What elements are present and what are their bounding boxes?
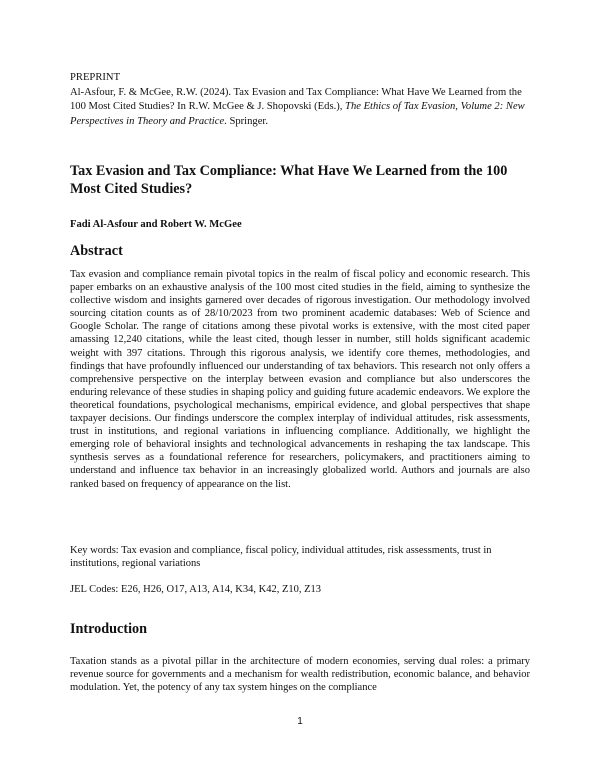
preprint-label: PREPRINT [70,72,121,83]
paper-title: Tax Evasion and Tax Compliance: What Have We Learned from the 100 Most Cited Studies? [70,163,508,197]
introduction-body: Taxation stands as a pivotal pillar in the architecture of modern economies, serving dual roles: a primary revenue source for governments and a mechanism for wealth redistribution, economic balance, and behavior modulation. Yet, the potency of any tax system hinges on the compliance [70,656,530,694]
paper-authors: Fadi Al-Asfour and Robert W. McGee [70,219,242,230]
abstract-heading: Abstract [70,243,123,259]
citation-text [70,86,530,130]
introduction-heading: Introduction [70,621,147,637]
abstract-body: Tax evasion and compliance remain pivotal topics in the realm of fiscal policy and economic research. This paper embarks on an exhaustive analysis of the 100 most cited studies in the field, aiming to synthesize the collective wisdom and insights garnered over decades of rigorous investigation. Our methodology involved sourcing citation counts as of 28/10/2023 from two prominent academic databases: Web of Science and Google Scholar. The range of citations among these pivotal works is extensive, with the most cited paper amassing 12,240 citations, while the least cited, though lesser in number, still holds significant academic weight with 397 citations. Through this rigorous analysis, we identify core themes, methodologies, and findings that have profoundly influenced our understanding of tax behaviors. This research not only offers a comprehensive perspective on the interplay between evasion and compliance but also underscores the enduring relevance of these studies in shaping policy and guiding future academic endeavors. We explore the theoretical foundations, psychological mechanisms, empirical evidence, and global perspectives that shape taxpayer decisions. Our findings underscore the complex interplay of individual attitudes, risk assessments, trust in institutions, and regional variations in influencing compliance. Additionally, we highlight the emerging role of behavioral insights and technological advancements in reshaping the tax landscape. This synthesis serves as a foundational reference for researchers, policymakers, and practitioners aiming to understand and influence tax behavior in an increasingly globalized world. Authors and journals are also ranked based on frequency of appearance on the list. [70,269,530,490]
citation-book-title: The Ethics of Tax Evasion, Volume 2: New Perspectives in Theory and Practice [70,101,525,127]
jel-codes: JEL Codes: E26, H26, O17, A13, A14, K34, K42, Z10, Z13 [70,584,322,595]
preprint-citation [70,71,530,129]
citation-end: . Springer. [224,115,268,127]
page-number: 1 [297,716,303,727]
keywords: Key words: Tax evasion and compliance, fiscal policy, individual attitudes, risk assessments, trust in institutions, regional variations [70,545,492,570]
citation-main: Al-Asfour, F. & McGee, R.W. (2024). Tax Evasion and Tax Compliance: What Have We Learned from the 100 Most Cited Studies? In R.W. McGee & J. Shopovski (Eds.), [70,86,522,112]
